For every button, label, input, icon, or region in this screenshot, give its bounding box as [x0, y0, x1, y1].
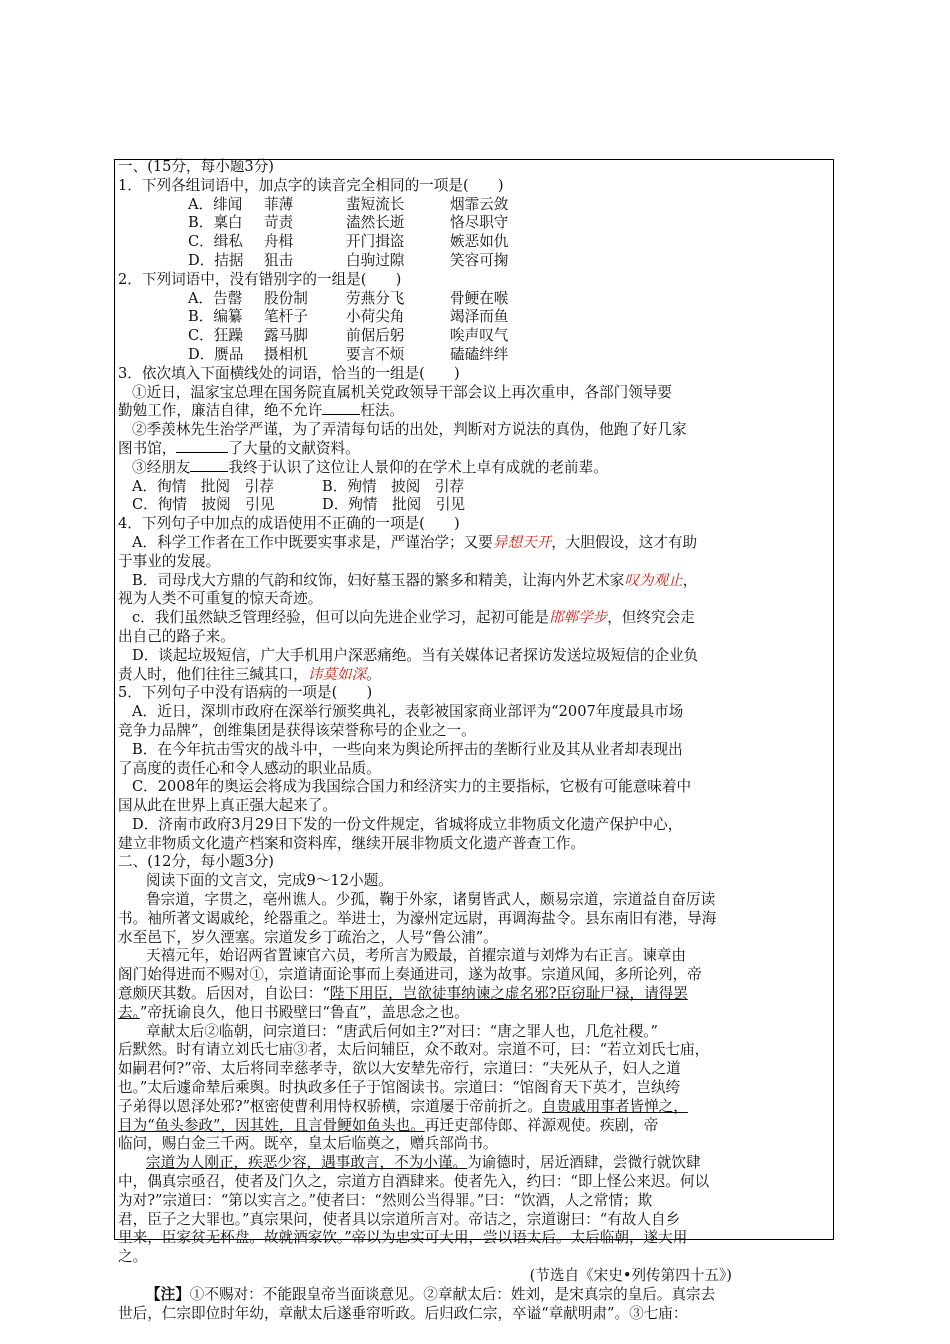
- q3-sentence1-line2: 勤勉工作，廉洁自律，绝不允许 枉法。: [118, 402, 405, 420]
- q3-blank1: [322, 402, 360, 415]
- underlined-sentence-1: 陛下用臣，岂欲徒事纳谏之虚名邪?臣窃耻尸禄，请得罢: [329, 985, 688, 1003]
- passage-p3-line4: 也。”太后遽命辇后乘舆。时执政多任子于馆阁读书。宗道曰：“馆阁育天下英才，岂纨绔: [118, 1079, 681, 1097]
- passage-p3-line1: 章献太后②临朝，问宗道曰：“唐武后何如主?”对曰：“唐之罪人也，几危社稷。”: [146, 1022, 658, 1040]
- passage-p3-line3: 如嗣君何?”帝、太后将同幸慈孝寺，欲以大安辇先帝行，宗道曰：“夫死从子，妇人之道: [118, 1060, 681, 1078]
- q3-sentence3: ③经朋友 我终于认识了这位让人景仰的在学术上卓有成就的老前辈。: [132, 458, 608, 476]
- note-line1: 【注】①不赐对：不能跟皇帝当面谈意见。②章献太后：姓刘，是宋真宗的皇后。真宗去: [146, 1285, 716, 1303]
- q4-option-c-line1: c．我们虽然缺乏管理经验，但可以向先进企业学习，起初可能是邯郸学步，但终究会走: [132, 609, 695, 627]
- q4-stem: 4．下列句子中加点的成语使用不正确的一项是( ): [118, 515, 460, 533]
- q1-option-a: A．绯闻 菲薄 蜚短流长 烟霏云敛: [188, 195, 509, 213]
- passage-p1-line1: 鲁宗道，字贯之，亳州谯人。少孤，鞠于外家，诸舅皆武人，颇易宗道，宗道益自奋厉读: [146, 891, 716, 909]
- passage-p4-line6: 之。: [118, 1248, 148, 1266]
- q5-option-d-line1: D．济南市政府3月29日下发的一份文件规定，省城将成立非物质文化遗产保护中心，: [132, 815, 683, 833]
- q2-option-d: D．赝品 摄相机 要言不烦 磕磕绊绊: [188, 345, 509, 363]
- q3-sentence1-line1: ①近日，温家宝总理在国务院直属机关党政领导干部会议上再次重申，各部门领导要: [132, 383, 672, 401]
- q1-option-c: C．缉私 舟楫 开门揖盗 嫉恶如仇: [188, 233, 509, 251]
- underlined-sentence-2: 自贵戚用事者皆惮之，: [541, 1097, 688, 1115]
- q4-idiom-d: 讳莫如深: [307, 665, 367, 683]
- passage-p2-line3: 意颇厌其数。后因对，自讼曰：“陛下用臣，岂欲徒事纳谏之虚名邪?臣窃耻尸禄，请得罢: [118, 985, 688, 1003]
- q2-option-b: B．编纂 笔杆子 小荷尖角 竭泽而鱼: [188, 308, 509, 326]
- q3-options-cd: C．徇情 披阅 引见 D．殉情 批阅 引见: [132, 496, 466, 514]
- passage-p1-line3: 水至邑下，岁久湮塞。宗道发乡丁疏治之，人号“鲁公浦”。: [118, 928, 498, 946]
- q1-option-d: D．拮据 狙击 白驹过隙 笑容可掬: [188, 251, 509, 269]
- q5-option-a-line1: A．近日，深圳市政府在深举行颁奖典礼，表彰被国家商业部评为“2007年度最具市场: [132, 703, 684, 721]
- q4-option-b-line1: B．司母戊大方鼎的气韵和纹饰，妇好墓玉器的繁多和精美，让海内外艺术家叹为观止，: [132, 571, 698, 589]
- q1-stem: 1．下列各组词语中，加点字的读音完全相同的一项是( ): [118, 176, 504, 194]
- q5-option-a-line2: 竞争力品牌”，创维集团是获得该荣誉称号的企业之一。: [118, 721, 476, 739]
- q5-option-c-line1: C．2008年的奥运会将成为我国综合国力和经济实力的主要指标，它极有可能意味着中: [132, 778, 692, 796]
- q4-option-b-line2: 视为人类不可重复的惊天奇迹。: [118, 590, 323, 608]
- passage-p2-line4: 去。”帝抚谕良久，他日书殿壁曰“鲁直”，盖思念之也。: [118, 1003, 469, 1021]
- q4-idiom-a: 异想天开: [492, 533, 552, 551]
- q5-option-c-line2: 国从此在世界上真正强大起来了。: [118, 797, 337, 815]
- reading-intro: 阅读下面的文言文，完成9～12小题。: [146, 872, 393, 890]
- passage-p4-line4: 君，臣子之大罪也。”真宗果问，使者具以宗道所言对。帝诘之，宗道谢曰：“有故人自乡: [118, 1210, 681, 1228]
- q3-blank2: [176, 440, 228, 453]
- q5-option-b-line1: B．在今年抗击雪灾的战斗中，一些向来为舆论所抨击的垄断行业及其从业者却表现出: [132, 740, 683, 758]
- passage-p4-line3: 为对?”宗道曰：“第以实言之。”使者曰：“然则公当得罪。”曰：“饮酒，人之常情；欺: [118, 1191, 653, 1209]
- q4-option-d-line2: 责人时，他们往往三缄其口，讳莫如深。: [118, 665, 381, 683]
- q5-option-d-line2: 建立非物质文化遗产档案和资料库，继续开展非物质文化遗产普查工作。: [118, 834, 586, 852]
- note-line2: 世后，仁宗即位时年幼，章献太后遂垂帘听政。后归政仁宗，卒谥“章献明肃”。③七庙：: [118, 1304, 688, 1322]
- section2-header: 二、(12分，每小题3分): [118, 853, 274, 871]
- passage-p4-line2: 中，偶真宗亟召，使者及门久之，宗道方自酒肆来。使者先入，约曰：“即上怪公来迟。何以: [118, 1173, 710, 1191]
- q3-stem: 3．依次填入下面横线处的词语，恰当的一组是( ): [118, 364, 460, 382]
- q4-option-a-line2: 于事业的发展。: [118, 552, 221, 570]
- passage-p1-line2: 书。袖所著文谒戚纶，纶器重之。举进士，为濠州定远尉，再调海盐令。县东南旧有港，导海: [118, 909, 717, 927]
- q3-sentence2-line2: 图书馆， 了大量的文献资料。: [118, 439, 360, 457]
- q3-sentence2-line1: ②季羡林先生治学严谨，为了弄清每句话的出处，判断对方说法的真伪，他跑了好几家: [132, 421, 687, 439]
- q1-option-b: B．稟白 苛责 溘然长逝 恪尽职守: [188, 214, 509, 232]
- q4-idiom-b: 叹为观止: [624, 571, 683, 589]
- q3-blank3: [190, 459, 228, 472]
- passage-p2-line1: 天禧元年，始诏两省置谏官六员，考所言为殿最，首擢宗道与刘烨为右正言。谏章由: [146, 947, 686, 965]
- section1-header: 一、(15分，每小题3分): [118, 158, 274, 175]
- q3-options-ab: A．徇情 批阅 引荐 B．殉情 披阅 引荐: [132, 477, 465, 495]
- q5-option-b-line2: 了高度的责任心和令人感动的职业品质。: [118, 759, 381, 777]
- underlined-sentence-3: 宗道为人刚正，疾恶少容，遇事敢言，不为小谨。: [146, 1154, 468, 1172]
- passage-p3-line2: 后默然。时有请立刘氏七庙③者，太后问辅臣，众不敢对。宗道不可，曰：“若立刘氏七庙，: [118, 1041, 710, 1059]
- q2-stem: 2．下列词语中，没有错别字的一组是( ): [118, 270, 402, 288]
- q4-option-d-line1: D．谈起垃圾短信，广大手机用户深恶痛绝。当有关媒体记者探访发送垃圾短信的企业负: [132, 646, 699, 664]
- q5-stem: 5．下列句子中没有语病的一项是( ): [118, 684, 373, 702]
- q4-idiom-c: 邯郸学步: [548, 609, 608, 627]
- passage-p2-line2: 阁门始得进而不赐对①，宗道请面论事而上奏通进司，遂为故事。宗道风闻，多所论列，帝: [118, 966, 702, 984]
- passage-p3-line6: 目为“鱼头参政”，因其姓，且言骨鲠如鱼头也。再迁吏部侍郎、祥源观使。疾剧，帝: [118, 1116, 659, 1134]
- passage-p3-line7: 临问，赐白金三千两。既卒，皇太后临奠之，赠兵部尚书。: [118, 1135, 498, 1153]
- q4-option-a-line1: A．科学工作者在工作中既要实事求是，严谨治学；又要异想天开，大胆假设，这才有助: [132, 533, 698, 551]
- passage-source: (节选自《宋史•列传第四十五》): [529, 1267, 732, 1285]
- passage-p4-line5: 里来，臣家贫无杯盘。故就酒家饮。”帝以为忠实可大用，尝以语太后。太后临朝，遂大用: [118, 1229, 688, 1247]
- q2-option-c: C．狂躁 露马脚 前倨后躬 唉声叹气: [188, 327, 509, 345]
- exam-content: [118, 158, 830, 1323]
- passage-p3-line5: 子弟得以恩泽处邪?”枢密使曹利用恃权骄横，宗道屡于帝前折之。自贵戚用事者皆惮之，: [118, 1097, 688, 1115]
- q4-option-c-line2: 出自己的路子来。: [118, 627, 235, 645]
- passage-p4-line1: 宗道为人刚正，疾恶少容，遇事敢言，不为小谨。为谕德时，居近酒肆，尝微行就饮肆: [146, 1154, 701, 1172]
- q2-option-a: A．告罄 股份制 劳燕分飞 骨鲠在喉: [188, 289, 509, 307]
